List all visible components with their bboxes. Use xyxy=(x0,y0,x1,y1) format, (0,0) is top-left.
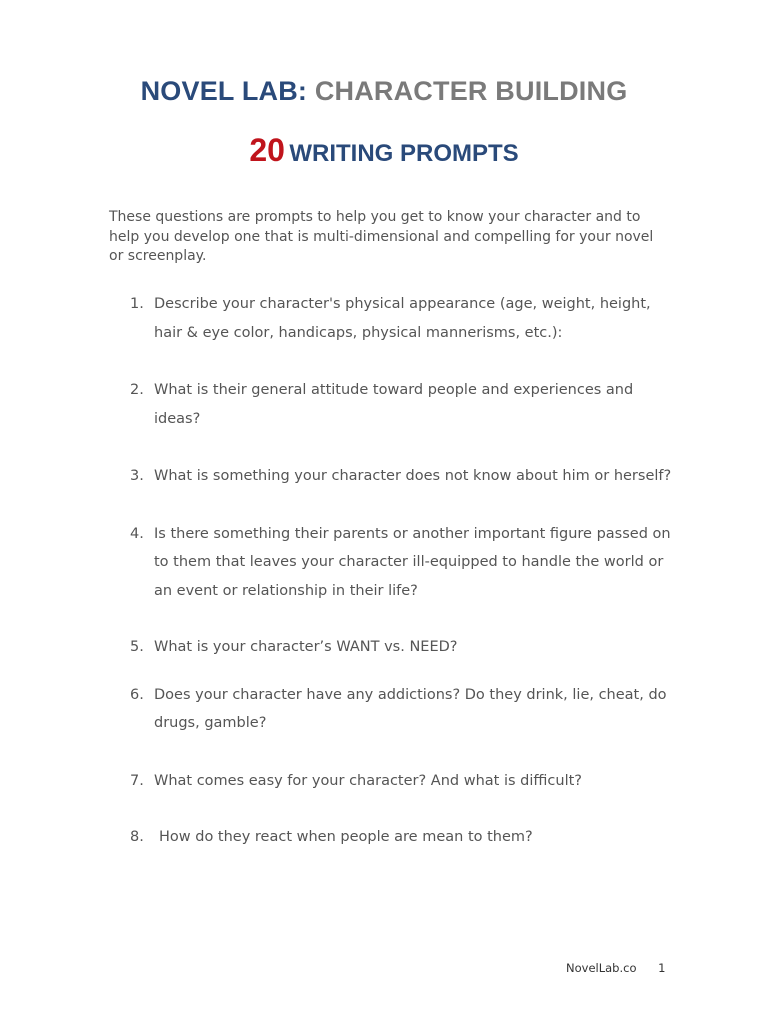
prompt-number: 4. xyxy=(130,525,144,542)
prompt-item xyxy=(0,767,674,796)
prompt-number: 3. xyxy=(130,468,144,484)
prompt-text: What is their general attitude toward people and experiences and ideas? xyxy=(154,382,634,427)
page-number: 1 xyxy=(658,961,666,975)
prompt-item xyxy=(0,520,674,606)
intro-paragraph: These questions are prompts to help you get to know your character and to help you develop one that is multi-dimensional and compelling for your novel or screenplay. xyxy=(109,209,654,264)
prompt-number: 6. xyxy=(130,686,144,703)
prompt-text: Is there something their parents or another important figure passed on to them that leaves your character ill-equipped to handle the world or an event or relationship in their life? xyxy=(154,525,671,599)
prompt-text: What is something your character does not know about him or herself? xyxy=(154,468,672,484)
prompt-text: What comes easy for your character? And what is difficult? xyxy=(154,772,582,789)
document-title xyxy=(0,76,768,107)
prompt-number: 2. xyxy=(130,382,144,398)
prompt-number: 7. xyxy=(130,772,144,789)
prompt-item xyxy=(0,681,674,738)
title-brand: NOVEL LAB: xyxy=(140,76,308,106)
prompt-number: 8. xyxy=(130,829,144,845)
prompt-number: 5. xyxy=(130,639,144,655)
prompt-item xyxy=(0,462,674,491)
prompt-number: 1. xyxy=(130,296,144,312)
prompt-text: What is your character’s WANT vs. NEED? xyxy=(154,639,458,655)
subtitle-label: WRITING PROMPTS xyxy=(289,140,519,167)
prompt-text: Describe your character's physical appearance (age, weight, height, hair & eye color, handicaps, physical mannerisms, etc.): xyxy=(154,296,651,341)
document-subtitle xyxy=(0,132,768,169)
prompt-text: How do they react when people are mean to them? xyxy=(159,829,533,845)
title-topic: CHARACTER BUILDING xyxy=(314,76,628,106)
prompt-item xyxy=(0,633,674,662)
prompt-item xyxy=(0,290,674,347)
prompt-list xyxy=(0,290,768,852)
prompt-item xyxy=(0,823,674,852)
prompt-item xyxy=(0,376,674,433)
prompt-text: Does your character have any addictions? Do they drink, lie, cheat, do drugs, gamble? xyxy=(154,686,667,731)
footer-site: NovelLab.co xyxy=(566,961,637,975)
page-footer xyxy=(566,961,665,975)
prompt-count: 20 xyxy=(249,132,285,168)
